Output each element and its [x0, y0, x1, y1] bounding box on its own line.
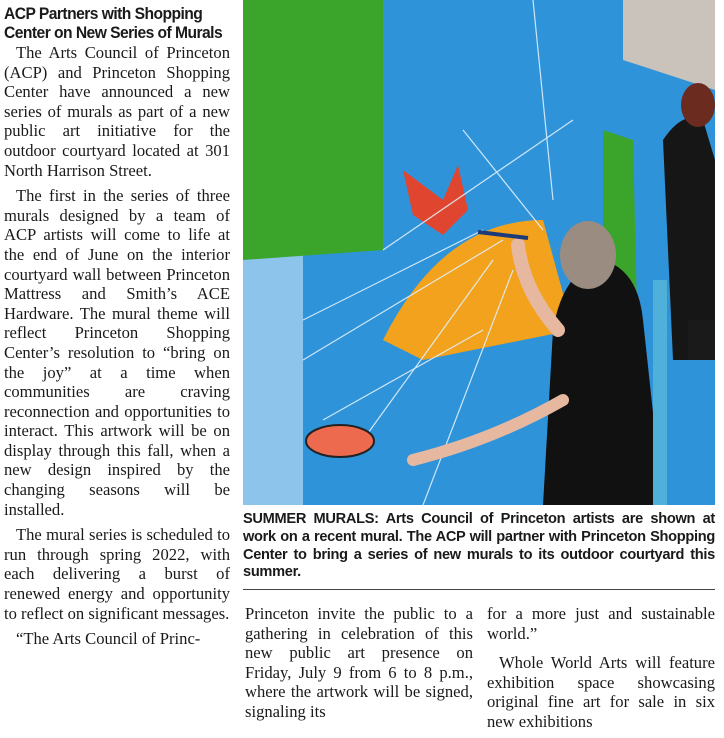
photo-caption: SUMMER MURALS: Arts Council of Princeton artists are shown at work on a recent mural. The ACP will partner with Princeton Shopping Center to bring a series of new murals to its outdoor courtyard this summer.: [243, 511, 715, 581]
paragraph-4: “The Arts Council of Princ-: [16, 629, 201, 649]
right-paragraph-2: Whole World Arts will feature exhibition space showcasing original fine art for sale in six new exhibitions: [487, 653, 715, 731]
right-paragraph-1: for a more just and sustainable world.”: [487, 604, 715, 643]
paragraph-2: The first in the series of three murals designed by a team of ACP artists will come to life at the end of June on the interior courtyard wall between Princeton Mattress and Smith’s ACE Hardware. The mural theme will reflect Princeton Shopping Center’s resolution to “bring on the joy” at a time when communities are craving reconnection and opportunities to interact. This artwork will be on display through this fall, when a new design inspired by the changing seasons will be installed.: [4, 186, 230, 519]
section-divider: [243, 589, 715, 590]
paragraph-3: The mural series is scheduled to run through spring 2022, with each delivering a burst of renewed energy and opportunity to reflect on significant messages.: [4, 525, 230, 623]
mural-photo-illustration: [243, 0, 715, 505]
right-column: [487, 604, 715, 738]
left-column: [4, 4, 230, 655]
middle-paragraph: Princeton invite the public to a gathering in celebration of this new public art presence on Friday, July 9 from 6 to 8 p.m., where the artwork will be signed, signaling its: [245, 604, 473, 721]
article-headline: ACP Partners with Shopping Center on New Series of Murals: [4, 4, 223, 42]
paragraph-1: The Arts Council of Princeton (ACP) and Princeton Shopping Center have announced a new series of murals as part of a new public art initiative for the outdoor courtyard located at 301 North Harrison Street.: [4, 43, 230, 180]
mural-photo: [243, 0, 715, 505]
left-body-text: [4, 43, 230, 649]
middle-column: [245, 604, 473, 728]
